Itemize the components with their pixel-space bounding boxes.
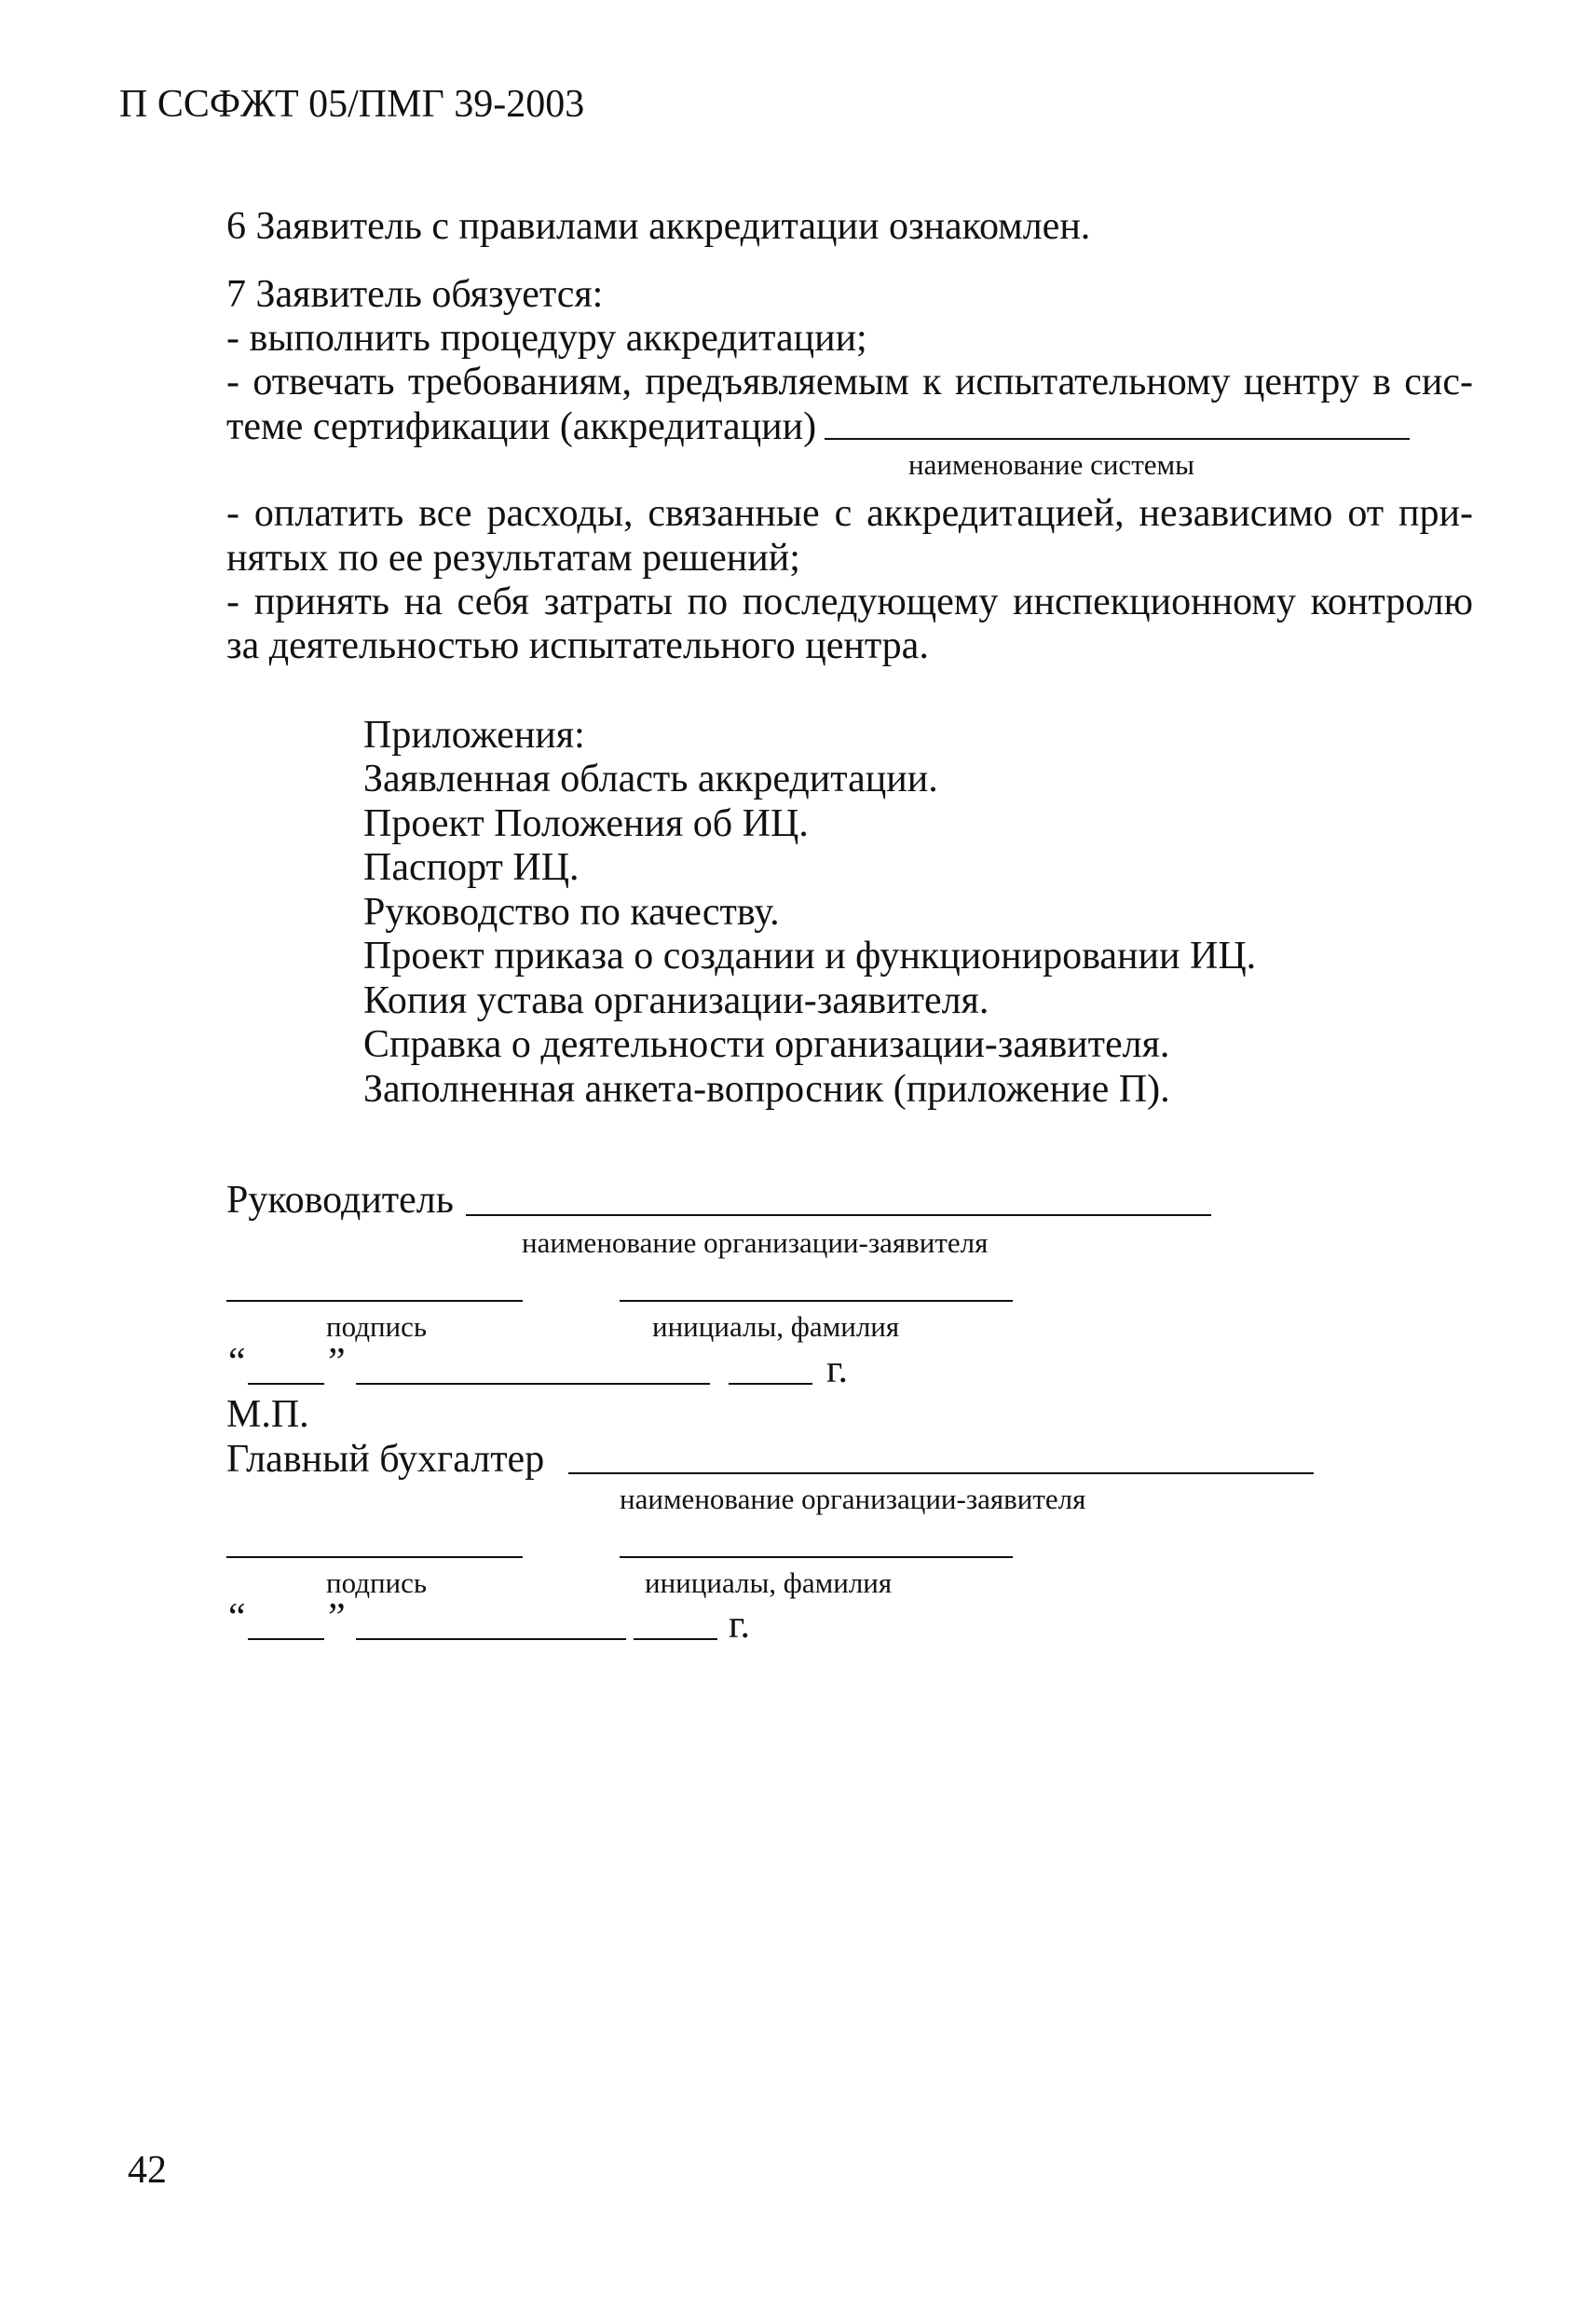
accountant-signature-line — [226, 1556, 523, 1558]
accountant-org-line — [568, 1472, 1314, 1474]
document-id: П ССФЖТ 05/ПМГ 39-2003 — [119, 83, 585, 126]
accountant-name-line — [620, 1556, 1013, 1558]
accountant-org-caption: наименование организации-заявителя — [620, 1483, 1086, 1515]
accountant-name-caption: инициалы, фамилия — [645, 1566, 893, 1599]
head-org-line — [466, 1214, 1211, 1216]
item-7-a: - выполнить процедуру аккредитации; — [226, 317, 867, 360]
appendix-item: Справка о деятельности организации-заявителя. — [363, 1023, 1170, 1066]
head-signature-caption: подпись — [326, 1310, 428, 1343]
item-7-d-line2: за деятельностью испытательного центра. — [226, 624, 929, 667]
item-7-c-line2: нятых по ее результатам решений; — [226, 537, 800, 580]
accountant-year-line — [634, 1638, 717, 1640]
accountant-quote-close: ” — [328, 1596, 346, 1639]
appendix-item: Заявленная область аккредитации. — [363, 758, 938, 800]
accountant-day-line — [248, 1638, 324, 1640]
item-7-d-line1: - принять на себя затраты по последующему инспекционному контролю — [226, 581, 1473, 623]
appendix-item: Проект Положения об ИЦ. — [363, 802, 809, 845]
item-7-b-line2: теме сертификации (аккредитации) — [226, 405, 817, 448]
item-6: 6 Заявитель с правилами аккредитации ознакомлен. — [226, 205, 1091, 248]
head-signature-line — [226, 1300, 523, 1302]
head-month-line — [356, 1383, 710, 1385]
accountant-month-line — [356, 1638, 626, 1640]
head-name-caption: инициалы, фамилия — [652, 1310, 900, 1343]
page-number: 42 — [128, 2149, 167, 2192]
head-quote-open: “ — [228, 1341, 246, 1384]
accountant-quote-open: “ — [228, 1596, 246, 1639]
head-name-line — [620, 1300, 1013, 1302]
item-7-c-line1: - оплатить все расходы, связанные с аккредитацией, независимо от при- — [226, 492, 1473, 535]
accountant-signature-caption: подпись — [326, 1566, 428, 1599]
head-org-caption: наименование организации-заявителя — [522, 1226, 989, 1259]
system-name-caption: наименование системы — [908, 448, 1194, 481]
appendix-item: Руководство по качеству. — [363, 891, 780, 934]
head-quote-close: ” — [328, 1341, 346, 1384]
appendices-title: Приложения: — [363, 714, 585, 757]
appendix-item: Проект приказа о создании и функционировании ИЦ. — [363, 935, 1257, 978]
accountant-year-suffix: г. — [729, 1604, 750, 1647]
head-year-line — [729, 1383, 812, 1385]
appendix-item: Паспорт ИЦ. — [363, 846, 580, 889]
stamp-mark: М.П. — [226, 1393, 309, 1436]
appendix-item: Копия устава организации-заявителя. — [363, 979, 989, 1022]
system-name-line — [825, 438, 1410, 440]
item-7-b-line1: - отвечать требованиям, предъявляемым к испытательному центру в сис- — [226, 361, 1473, 403]
accountant-label: Главный бухгалтер — [226, 1438, 545, 1481]
appendix-item: Заполненная анкета-вопросник (приложение П). — [363, 1068, 1170, 1111]
head-day-line — [248, 1383, 324, 1385]
head-label: Руководитель — [226, 1179, 454, 1222]
item-7-intro: 7 Заявитель обязуется: — [226, 273, 604, 316]
head-year-suffix: г. — [826, 1348, 848, 1391]
